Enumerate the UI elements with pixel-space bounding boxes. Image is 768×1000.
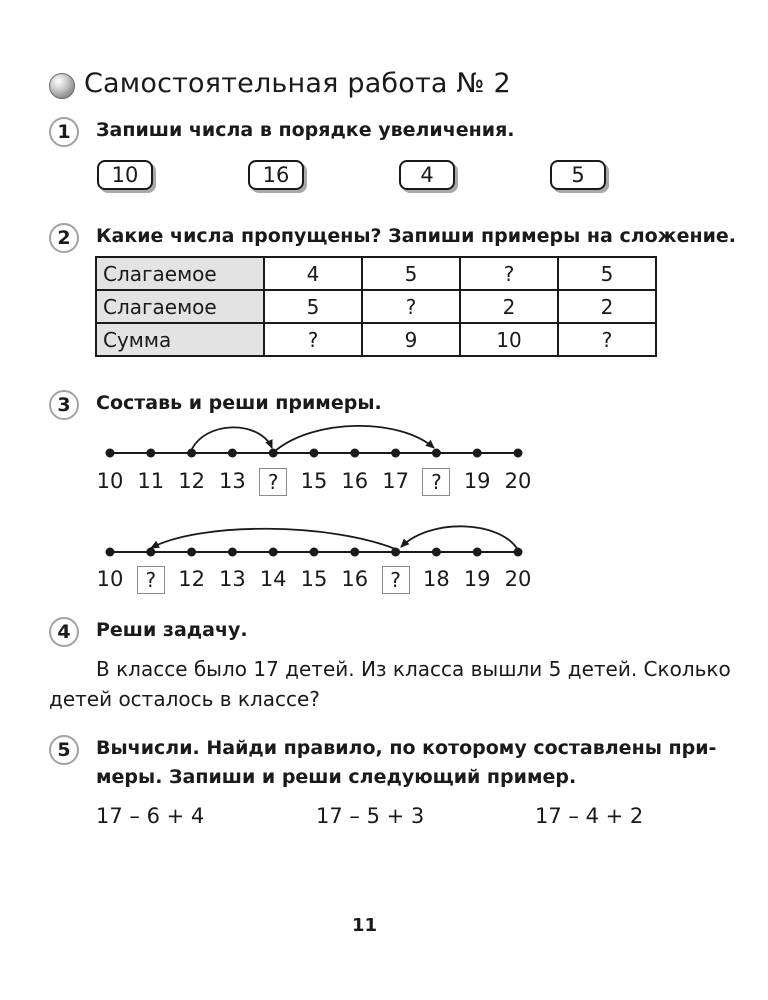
- jump-arrow: [401, 526, 518, 550]
- jump-arrow: [275, 426, 434, 451]
- table-cell: 2: [460, 290, 558, 323]
- addition-table: [95, 256, 657, 357]
- missing-number-box: ?: [382, 566, 410, 594]
- table-row: [96, 323, 656, 356]
- task-1-number: 1: [49, 117, 79, 147]
- task-5-heading-line-2: меры. Запиши и реши следующий пример.: [96, 766, 577, 788]
- tick-dot: [350, 449, 359, 458]
- tick-dot: [473, 449, 482, 458]
- jump-arrow: [151, 529, 398, 550]
- expression: 17 – 4 + 2: [535, 804, 644, 828]
- tick-label: 10: [96, 567, 124, 591]
- tick-label: 10: [96, 469, 124, 493]
- tick-dot: [432, 449, 441, 458]
- table-cell: 10: [460, 323, 558, 356]
- missing-number-box: ?: [422, 468, 450, 496]
- number-box: 16: [248, 160, 304, 190]
- tick-label: 16: [341, 469, 369, 493]
- tick-label: 14: [259, 567, 287, 591]
- title-bullet-icon: [49, 73, 75, 99]
- row-label: Слагаемое: [96, 290, 264, 323]
- row-label: Слагаемое: [96, 257, 264, 290]
- number-line-1: [0, 410, 768, 470]
- tick-dot: [473, 548, 482, 557]
- tick-label: 15: [300, 567, 328, 591]
- missing-number-box: ?: [137, 566, 165, 594]
- table-cell: 9: [362, 323, 460, 356]
- task-2-number: 2: [49, 223, 79, 253]
- task-4-number: 4: [49, 617, 79, 647]
- task-2-heading: Какие числа пропущены? Запиши примеры на сложение.: [96, 225, 737, 247]
- tick-label: 12: [178, 567, 205, 591]
- task-3-number: 3: [49, 390, 79, 420]
- page-number: 11: [352, 915, 378, 936]
- tick-dot: [187, 548, 196, 557]
- table-cell: ?: [264, 323, 362, 356]
- table-row: [96, 290, 656, 323]
- number-box: 5: [550, 160, 606, 190]
- problem-text-line-2: детей осталось в классе?: [49, 687, 320, 711]
- number-box: 10: [97, 160, 153, 190]
- tick-dot: [269, 548, 278, 557]
- tick-dot: [106, 449, 115, 458]
- table-cell: 5: [362, 257, 460, 290]
- table-cell: ?: [460, 257, 558, 290]
- tick-label: 20: [504, 567, 532, 591]
- tick-label: 18: [423, 567, 450, 591]
- tick-label: 12: [178, 469, 205, 493]
- jump-arrow: [191, 427, 272, 451]
- expression: 17 – 6 + 4: [96, 804, 205, 828]
- table-cell: 5: [264, 290, 362, 323]
- task-5-number: 5: [49, 735, 79, 765]
- tick-label: 11: [137, 469, 165, 493]
- tick-label: 19: [463, 469, 491, 493]
- table-cell: ?: [362, 290, 460, 323]
- tick-dot: [514, 449, 523, 458]
- tick-label: 16: [341, 567, 369, 591]
- task-1-heading: Запиши числа в порядке увеличения.: [96, 119, 515, 141]
- tick-dot: [310, 548, 319, 557]
- task-3-heading: Составь и реши примеры.: [96, 392, 382, 414]
- tick-dot: [146, 548, 155, 557]
- tick-dot: [391, 449, 400, 458]
- task-5-heading-line-1: Вычисли. Найди правило, по которому составлены при-: [96, 737, 717, 759]
- missing-number-box: ?: [259, 468, 287, 496]
- tick-label: 17: [382, 469, 409, 493]
- expression: 17 – 5 + 3: [316, 804, 425, 828]
- tick-dot: [432, 548, 441, 557]
- row-label: Сумма: [96, 323, 264, 356]
- tick-dot: [146, 449, 155, 458]
- problem-text-line-1: В классе было 17 детей. Из класса вышли 5 детей. Сколько: [96, 657, 731, 681]
- page-title: Самостоятельная работа № 2: [84, 68, 511, 99]
- tick-dot: [106, 548, 115, 557]
- table-row: [96, 257, 656, 290]
- table-cell: 5: [558, 257, 656, 290]
- tick-label: 20: [504, 469, 532, 493]
- task-4-heading: Реши задачу.: [96, 619, 248, 641]
- tick-label: 15: [300, 469, 328, 493]
- table-cell: 2: [558, 290, 656, 323]
- tick-label: 13: [219, 469, 246, 493]
- tick-dot: [228, 449, 237, 458]
- number-box: 4: [399, 160, 455, 190]
- tick-label: 13: [219, 567, 246, 591]
- table-cell: 4: [264, 257, 362, 290]
- tick-dot: [310, 449, 319, 458]
- tick-label: 19: [463, 567, 491, 591]
- table-cell: ?: [558, 323, 656, 356]
- tick-dot: [350, 548, 359, 557]
- number-line-2: [0, 510, 768, 570]
- tick-dot: [228, 548, 237, 557]
